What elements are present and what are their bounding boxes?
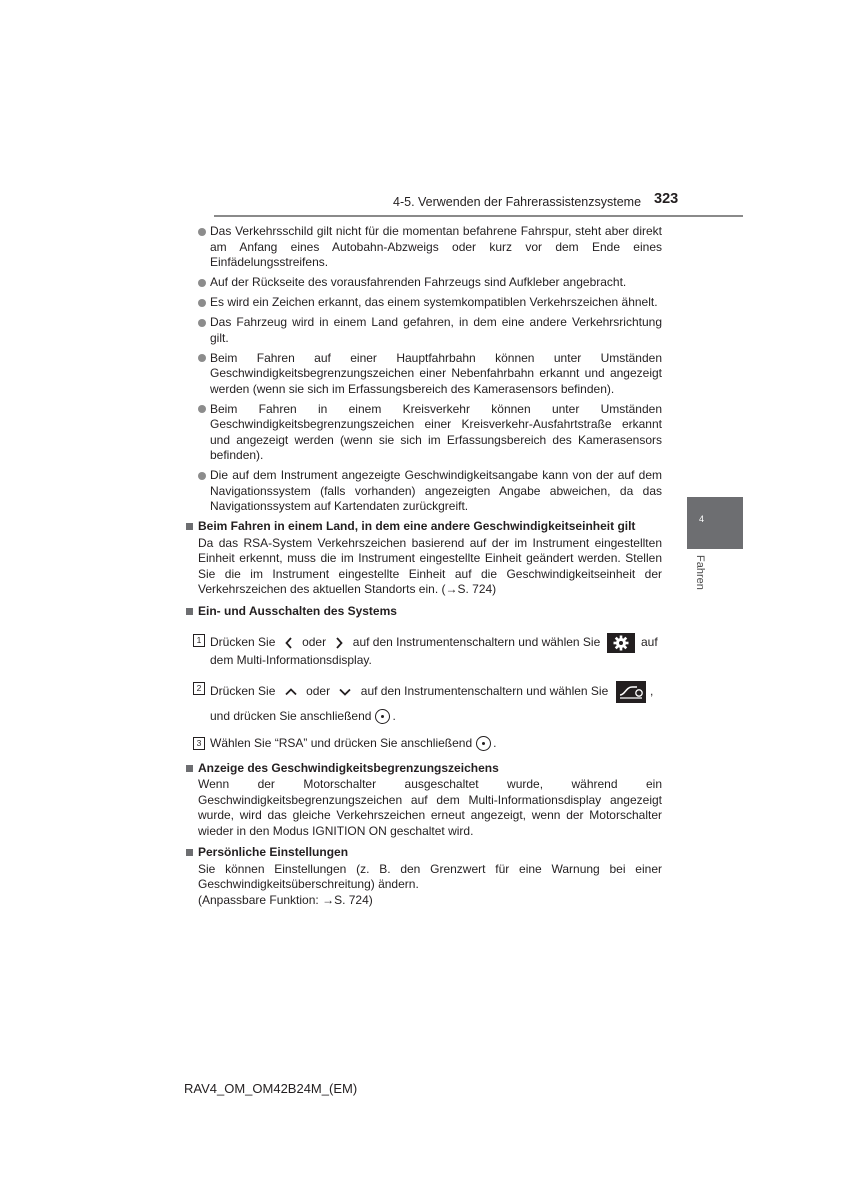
step-text: , [649,683,654,698]
section-heading-text: Persönliche Einstellungen [198,845,349,859]
header-section-title: 4-5. Verwenden der Fahrerassistenzsysteme [393,195,642,209]
step-text: auf den Instrumentenschaltern und wählen Sie [352,635,601,650]
section-body: Da das RSA-System Verkehrszeichen basierend auf der im Instrument eingestellten Einheit erkennt, muss die im Instrument eingestellte Einheit geändert werden. Stellen Sie die im Instrument eingestellte Einheit auf die Geschwindigkeitseinheit der Verkehrszeichen des aktuellen Standorts ein. (→S. 724) [198,535,662,596]
step-number: 2 [193,682,205,695]
list-item-text: Beim Fahren auf einer Hauptfahrbahn können unter Umständen Geschwindigkeitsbegrenzungszeichen einer Nebenfahrbahn erkannt und angezeigt werden (wenn sie sich im Erfassungsbereich des Kamerasensors befinden). [210,350,662,396]
bullet-icon [198,279,206,287]
section-personal [184,845,662,908]
section-body-reference: (Anpassbare Funktion: →S. 724) [198,892,373,907]
square-bullet-icon [186,608,193,615]
section-heading-text: Anzeige des Geschwindigkeitsbegrenzungszeichens [198,760,499,775]
section-speed-units [184,519,662,598]
list-item [184,295,662,311]
road-sign-assist-icon [616,681,646,703]
list-item-text: Auf der Rückseite des vorausfahrenden Fahrzeugs sind Aufkleber angebracht. [210,275,627,289]
list-item-text: Das Verkehrsschild gilt nicht für die momentan befahrene Fahrspur, steht aber direkt am Anfang eines Autobahn-Abzweigs oder kurz vor dem Ende eines Einfädelungsstreifens. [210,224,662,269]
section-heading [184,604,662,620]
condition-list [184,224,662,515]
section-heading [184,845,662,861]
step-text: auf [640,635,658,650]
chevron-up-icon [284,687,298,697]
chapter-number: 4 [699,514,705,524]
square-bullet-icon [186,765,193,772]
step-2 [184,681,662,725]
step-text: oder [306,683,331,698]
bullet-icon [198,405,206,413]
square-bullet-icon [186,849,193,856]
list-item-text: Das Fahrzeug wird in einem Land gefahren, in dem eine andere Verkehrsrichtung gilt. [210,315,662,345]
ok-button-icon [476,736,491,751]
step-text: . [493,736,497,750]
main-content [184,224,662,908]
bullet-icon [198,472,206,480]
section-heading [184,519,662,535]
section-heading [184,761,662,777]
section-heading-text: Beim Fahren in einem Land, in dem eine andere Geschwindigkeitseinheit gilt [198,519,636,533]
step-text: Wählen Sie “RSA” und drücken Sie anschließend [210,736,473,750]
bullet-icon [198,299,206,307]
section-heading-text: Ein- und Ausschalten des Systems [198,603,397,618]
step-number: 1 [193,634,205,647]
step-3 [184,736,662,752]
list-item [184,315,662,346]
list-item-text: Die auf dem Instrument angezeigte Geschwindigkeitsangabe kann von der auf dem Navigationssystem (falls vorhanden) angezeigten Angabe abweichen, da das Navigationssystem auf Kartendaten zurückgreift. [210,468,662,513]
section-body: Wenn der Motorschalter ausgeschaltet wurde, während ein Geschwindigkeitsbegrenzungszeichen auf dem Multi-Informationsdisplay angezeigt wurde, wird das gleiche Verkehrszeichen erneut angezeigt, wenn der Motorschalter wieder in den Modus IGNITION ON geschaltet wird. [198,777,662,838]
step-1 [184,633,662,669]
step-text: und drücken Sie anschließend [210,708,372,723]
section-on-off [184,604,662,752]
step-number: 3 [193,737,205,750]
page-number: 323 [654,191,679,207]
step-text: . [392,708,396,723]
ok-button-icon [375,709,390,724]
chapter-tab [687,497,743,549]
section-body: Sie können Einstellungen (z. B. den Grenzwert für eine Warnung bei einer Geschwindigkeitsüberschreitung) ändern. [198,861,662,891]
chevron-down-icon [338,687,352,697]
step-text: dem Multi-Informationsdisplay. [210,653,372,667]
list-item-text: Es wird ein Zeichen erkannt, das einem systemkompatiblen Verkehrszeichen ähnelt. [210,295,658,309]
chevron-right-icon [334,636,344,650]
document-code: RAV4_OM_OM42B24M_(EM) [184,1081,358,1096]
chapter-label: Fahren [694,555,706,590]
list-item [184,468,662,515]
list-item [184,351,662,398]
step-text: Drücken Sie [210,635,276,650]
step-text: oder [302,635,327,650]
list-item [184,402,662,464]
step-text: auf den Instrumentenschaltern und wählen Sie [360,683,609,698]
list-item [184,275,662,291]
bullet-icon [198,228,206,236]
list-item [184,224,662,271]
list-item-text: Beim Fahren in einem Kreisverkehr können unter Umständen Geschwindigkeitsbegrenzungszeichen einer Kreisverkehr-Ausfahrtstraße erkannt und angezeigt werden (wenn sie sich im Erfassungsbereich des Kamerasensors befinden). [210,401,662,462]
chevron-left-icon [284,636,294,650]
settings-gear-icon [607,633,635,653]
steps-list [184,633,662,752]
step-text: Drücken Sie [210,683,276,698]
bullet-icon [198,319,206,327]
section-display [184,761,662,840]
header-divider [214,215,743,217]
square-bullet-icon [186,523,193,530]
bullet-icon [198,354,206,362]
